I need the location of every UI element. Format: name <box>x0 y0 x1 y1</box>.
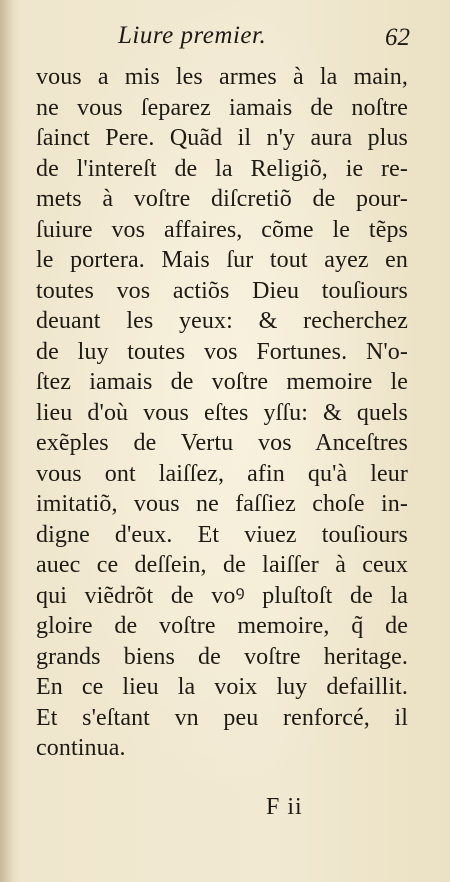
text-line: grands biens de voſtre heritage. <box>36 643 408 670</box>
text-line: En ce lieu la voix luy defaillit. <box>36 674 408 700</box>
text-line: toutes vos actiõs Dieu touſiours <box>36 277 408 304</box>
text-line: exẽples de Vertu vos Anceſtres <box>36 430 408 456</box>
text-line: ſuiure vos affaires, cõme le tẽps <box>36 216 408 243</box>
text-line: ſainct Pere. Quãd il n'y aura plus <box>36 125 408 151</box>
text-line: digne d'eux. Et viuez touſiours <box>36 521 408 548</box>
running-head <box>0 22 450 62</box>
text-line: ne vous ſeparez iamais de noſtre <box>36 94 408 121</box>
text-line: vous a mis les armes à la main, <box>36 64 408 90</box>
text-line: auec ce deſſein, de laiſſer à ceux <box>36 552 408 578</box>
text-line: gloire de voſtre memoire, q̃ de <box>36 613 408 639</box>
text-line-last: continua. <box>36 735 126 761</box>
text-line: le portera. Mais ſur tout ayez en <box>36 247 408 273</box>
signature-mark: F ii <box>266 794 303 820</box>
text-line: lieu d'où vous eſtes yſſu: & quels <box>36 399 408 426</box>
running-head-title: Liure premier. <box>118 22 267 49</box>
body-text <box>36 62 408 764</box>
gutter-shadow <box>0 0 14 882</box>
page-number: 62 <box>385 24 410 51</box>
text-line: de l'intereſt de la Religiõ, ie re- <box>36 155 408 182</box>
text-line: vous ont laiſſez, afin qu'à leur <box>36 460 408 487</box>
text-line: imitatiõ, vous ne faſſiez choſe in- <box>36 491 408 517</box>
text-line: de luy toutes vos Fortunes. N'o- <box>36 338 408 365</box>
text-line: qui viẽdrõt de voꝰ pluſtoſt de la <box>36 582 408 609</box>
text-line: Et s'eſtant vn peu renforcé, il <box>36 704 408 731</box>
text-line: mets à voſtre diſcretiõ de pour- <box>36 186 408 212</box>
text-line: deuant les yeux: & recherchez <box>36 308 408 334</box>
text-line: ſtez iamais de voſtre memoire le <box>36 369 408 395</box>
